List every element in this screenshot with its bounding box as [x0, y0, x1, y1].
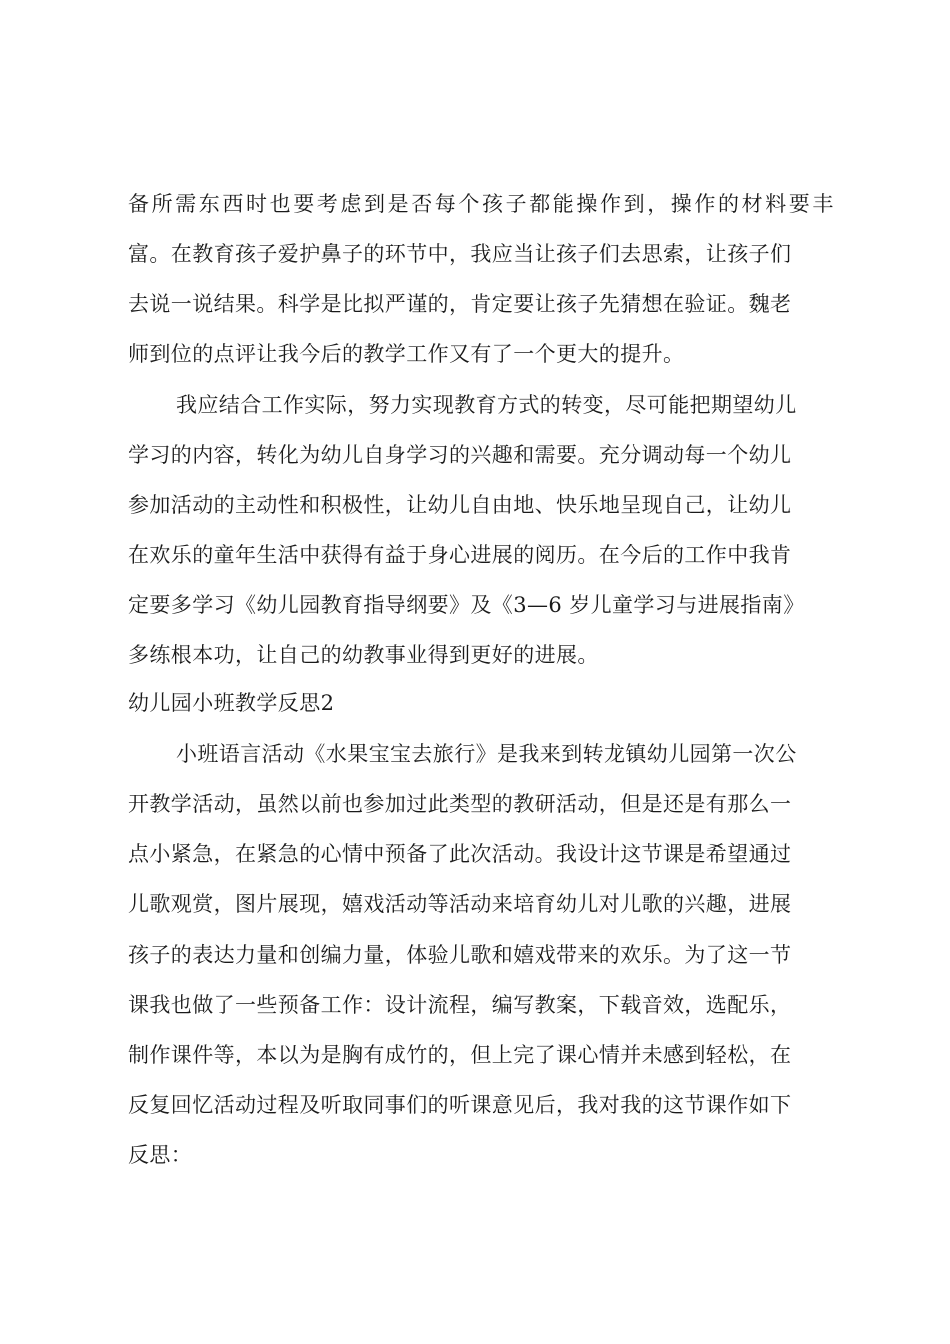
- paragraph-line: 备所需东西时也要考虑到是否每个孩子都能操作到，操作的材料要丰: [128, 192, 836, 216]
- section-heading: 幼儿园小班教学反思2: [128, 691, 335, 715]
- paragraph-line: 富。在教育孩子爱护鼻子的环节中，我应当让孩子们去思索，让孩子们: [128, 242, 792, 266]
- paragraph-line: 参加活动的主动性和积极性，让幼儿自由地、快乐地呈现自己，让幼儿: [128, 493, 792, 517]
- paragraph-line: 孩子的表达力量和创编力量，体验儿歌和嬉戏带来的欢乐。为了这一节: [128, 943, 792, 967]
- paragraph-line: 反复回忆活动过程及听取同事们的听课意见后，我对我的这节课作如下: [128, 1093, 792, 1117]
- paragraph-line: 开教学活动，虽然以前也参加过此类型的教研活动，但是还是有那么一: [128, 792, 792, 816]
- paragraph-line: 点小紧急，在紧急的心情中预备了此次活动。我设计这节课是希望通过: [128, 842, 792, 866]
- paragraph-line: 课我也做了一些预备工作：设计流程，编写教案，下载音效，选配乐，: [128, 993, 792, 1017]
- paragraph-line: 定要多学习《幼儿园教育指导纲要》及《3—6 岁儿童学习与进展指南》: [128, 593, 805, 617]
- paragraph-line: 反思：: [128, 1143, 193, 1167]
- paragraph-line: 学习的内容，转化为幼儿自身学习的兴趣和需要。充分调动每一个幼儿: [128, 443, 792, 467]
- paragraph-line: 制作课件等，本以为是胸有成竹的，但上完了课心情并未感到轻松，在: [128, 1043, 792, 1067]
- paragraph-line: 去说一说结果。科学是比拟严谨的，肯定要让孩子先猜想在验证。魏老: [128, 292, 792, 316]
- paragraph-line: 儿歌观赏，图片展现，嬉戏活动等活动来培育幼儿对儿歌的兴趣，进展: [128, 892, 792, 916]
- paragraph-line: 在欢乐的童年生活中获得有益于身心进展的阅历。在今后的工作中我肯: [128, 543, 792, 567]
- paragraph-line: 我应结合工作实际，努力实现教育方式的转变，尽可能把期望幼儿: [176, 393, 797, 417]
- paragraph-line: 小班语言活动《水果宝宝去旅行》是我来到转龙镇幼儿园第一次公: [176, 742, 797, 766]
- paragraph-line: 多练根本功，让自己的幼教事业得到更好的进展。: [128, 643, 599, 667]
- paragraph-line: 师到位的点评让我今后的教学工作又有了一个更大的提升。: [128, 342, 685, 366]
